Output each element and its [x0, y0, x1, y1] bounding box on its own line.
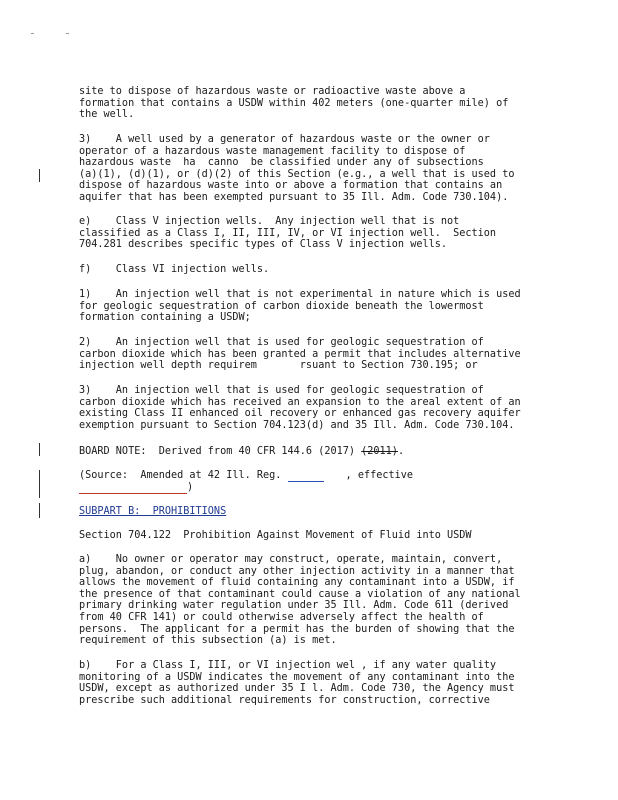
source-date-blank [79, 484, 187, 494]
section-heading: Section 704.122 Prohibition Against Movement of Fluid into USDW [79, 530, 472, 541]
subpart-heading: SUBPART B: PROHIBITIONS [79, 506, 227, 517]
board-note-text: BOARD NOTE: Derived from 40 CFR 144.6 (2017) [79, 446, 362, 457]
paragraph-b-monitoring: b) For a Class I, III, or VI injection wel , if any water quality monitoring of a USDW indicates the movement of any contaminant into the USDW, except as authorized under 35 I l. Adm. Code 730, the Agency must prescribe such additional requirements for construction, corrective [79, 660, 515, 706]
revision-bar [39, 169, 40, 182]
paragraph-f-class-vi: f) Class VI injection wells. [79, 264, 270, 275]
paragraph-continuation: site to dispose of hazardous waste or radioactive waste above a formation that contains a USDW within 402 meters (one-quarter mile) of the well. [79, 86, 509, 121]
scan-artifact [31, 33, 34, 34]
source-volume-blank [288, 472, 324, 482]
source-note [79, 470, 549, 482]
paragraph-f3: 3) An injection well that is used for geologic sequestration of carbon dioxide which has received an expansion to the areal extent of an existing Class II enhanced oil recovery or enhanced gas recovery aquifer exemption pursuant to Section 704.123(d) and 35 Ill. Adm. Code 730.104. [79, 385, 521, 431]
board-note [79, 446, 549, 458]
scan-artifact [66, 33, 69, 34]
revision-bar [39, 443, 40, 456]
paragraph-a-prohibition: a) No owner or operator may construct, operate, maintain, convert, plug, abandon, or conduct any other injection activity in a manner that allows the movement of fluid containing any contaminant into a USDW, if the presence of that contaminant could cause a violation of any national primary drinking water regulation under 35 Ill. Adm. Code 611 (derived from 40 CFR 141) or could otherwise adversely affect the health of persons. The applicant for a permit has the burden of showing that the requirement of this subsection (a) is met. [79, 554, 521, 647]
board-note-struck-text: (2011) [361, 446, 398, 457]
paragraph-e-class-v: e) Class V injection wells. Any injection well that is not classified as a Class I, II, III, IV, or VI injection well. Section 704.281 describes specific types of Class V injection wells. [79, 216, 497, 251]
revision-bar [39, 503, 40, 518]
board-note-end: . [397, 446, 405, 457]
paragraph-f1: 1) An injection well that is not experimental in nature which is used for geologic sequestration of carbon dioxide beneath the lowermost formation containing a USDW; [79, 289, 521, 324]
source-effective-text: , effective [345, 470, 414, 481]
paragraph-f2: 2) An injection well that is used for geologic sequestration of carbon dioxide which has been granted a permit that includes alternative injection well depth requirem rsuant to Section 730.195; or [79, 337, 521, 372]
source-date-line [79, 482, 549, 494]
paragraph-3-hazardous-waste: 3) A well used by a generator of hazardous waste or the owner or operator of a hazardous waste management facility to dispose of hazardous waste ha canno be classified under any of subsections (a)(1), (d)(1), or (d)(2) of this Section (e.g., a well that is used to dispose of hazardous waste into or above a formation that contains an aquifer that has been exempted pursuant to 35 Ill. Adm. Code 730.104). [79, 134, 515, 203]
source-note-text: (Source: Amended at 42 Ill. Reg. [79, 470, 288, 481]
revision-bar [39, 470, 40, 498]
source-close-paren: ) [187, 482, 194, 493]
